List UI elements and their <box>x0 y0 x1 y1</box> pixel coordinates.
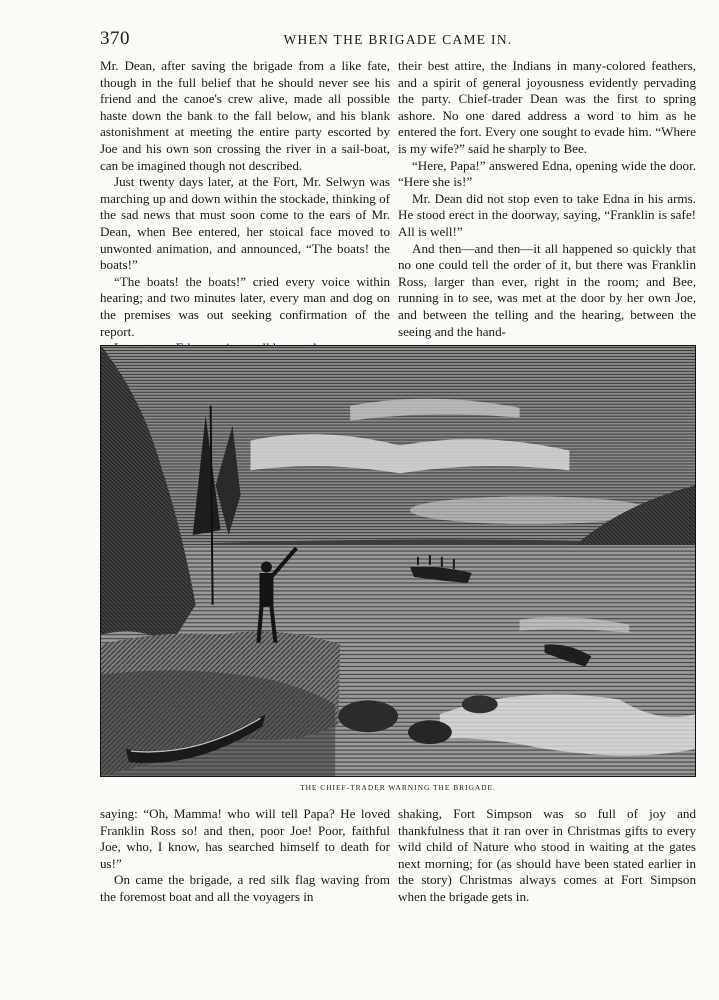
paragraph: saying: “Oh, Mamma! who will tell Papa? He loved Franklin Ross so! and then, poor Joe! Poor, faithful Joe, who, I know, has searched himself to death for us!” <box>100 806 390 871</box>
river-scene-engraving <box>101 346 695 776</box>
paragraph: Mr. Dean did not stop even to take Edna in his arms. He stood erect in the doorway, saying, “Franklin is safe! All is well!” <box>398 190 696 239</box>
page-number: 370 <box>100 28 130 49</box>
paragraph: shaking, Fort Simpson was so full of joy and thankfulness that it ran over in Christmas gifts to every wild child of Nature who stood in waiting at the gates next morning; for (as should have been stated earlier in the story) Christmas always comes at Fort Simpson when the brigade gets in. <box>398 806 696 904</box>
running-title: WHEN THE BRIGADE CAME IN. <box>283 32 513 47</box>
paragraph: On came the brigade, a red silk flag waving from the foremost boat and all the voyagers in <box>100 872 390 904</box>
column-left-top <box>100 58 390 357</box>
paragraph: And then—and then—it all happened so quickly that no one could tell the order of it, but there was Franklin Ross, larger than ever, right in the room; and Bee, running in to see, was met at the door by her own Joe, and between the telling and the hearing, between the seeing and the hand- <box>398 240 696 339</box>
column-right-bottom <box>398 806 696 906</box>
paragraph: “The boats! the boats!” cried every voice within hearing; and two minutes later, every man and dog on the premises was out seeking confirmation of the report. <box>100 273 390 339</box>
paragraph: Mr. Dean, after saving the brigade from a like fate, though in the full belief that he should never see his friend and the canoe's crew alive, made all possible haste down the bank to the fall below, and his blank astonishment at meeting the entire party escorted by Joe and his own son crossing the river in a sail-boat, can be imagined though not described. <box>100 58 390 173</box>
column-right-top <box>398 58 696 340</box>
paragraph: Just twenty days later, at the Fort, Mr. Selwyn was marching up and down within the stockade, thinking of the sad news that must soon come to the ears of Mr. Dean, when Bee entered, her stoical face moved to unwonted animation, and announced, “The boats! the boats!” <box>100 174 390 273</box>
paragraph: “Here, Papa!” answered Edna, opening wide the door. “Here she is!” <box>398 157 696 190</box>
engraving-illustration <box>100 345 696 777</box>
paragraph: their best attire, the Indians in many-colored feathers, and a spirit of general joyousness evidently pervading the party. Chief-trader Dean was the first to spring ashore. No one dared address a word to him as he entered the fort. Every one sought to evade him. “Where is my wife?” said he sharply to Bee. <box>398 58 696 156</box>
column-left-bottom <box>100 806 390 906</box>
illustration-caption: THE CHIEF-TRADER WARNING THE BRIGADE. <box>300 783 496 792</box>
page-header <box>100 28 696 52</box>
